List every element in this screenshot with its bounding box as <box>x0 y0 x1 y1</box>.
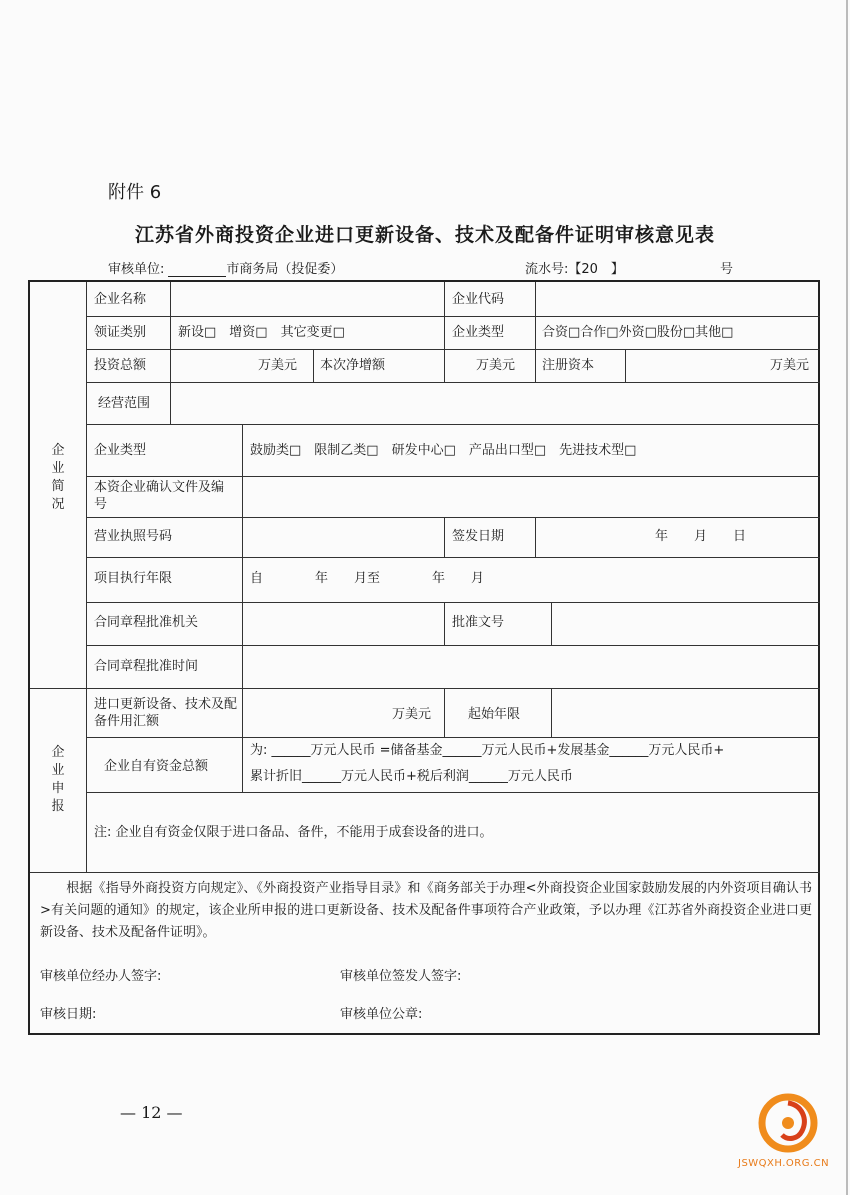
own-funds-line1[interactable]: 为: ______万元人民币 =储备基金______万元人民币+发展基金______万元人民币+ <box>250 743 725 758</box>
serial-label: 流水号:【20 】 <box>525 262 624 277</box>
approval-authority-label: 合同章程批准机关 <box>94 615 199 630</box>
company-name-label: 企业名称 <box>94 292 147 307</box>
page-edge-shadow <box>846 0 848 1195</box>
own-funds-line2[interactable]: 累计折旧______万元人民币+税后利润______万元人民币 <box>250 769 573 784</box>
own-funds-label: 企业自有资金总额 <box>104 759 209 774</box>
approval-time-label: 合同章程批准时间 <box>94 659 199 674</box>
review-seal-label: 审核单位公章: <box>340 1007 423 1022</box>
section-company-declaration: 企 业 申 报 <box>51 745 65 814</box>
enterprise-category-label: 企业类型 <box>94 443 147 458</box>
enterprise-type-label: 企业类型 <box>452 325 505 340</box>
license-number-label: 营业执照号码 <box>94 529 173 544</box>
approval-doc-number-input[interactable] <box>556 606 816 642</box>
registered-capital-unit: 万美元 <box>770 358 810 373</box>
total-investment-unit: 万美元 <box>258 358 298 373</box>
enterprise-category-options[interactable]: 鼓励类□ 限制乙类□ 研发中心□ 产品出口型□ 先进技术型□ <box>250 443 637 458</box>
license-type-label: 领证类别 <box>94 325 147 340</box>
company-code-input[interactable] <box>540 285 816 313</box>
review-unit-blank[interactable] <box>168 263 226 277</box>
page-number: — 12 — <box>120 1103 183 1122</box>
review-unit-label: 审核单位: <box>108 262 165 277</box>
enterprise-type-options[interactable]: 合资□合作□外资□股份□其他□ <box>542 325 734 340</box>
start-year-input[interactable] <box>556 692 816 734</box>
project-period-value[interactable]: 自 年 月至 年 月 <box>250 571 485 586</box>
funds-note: 注: 企业自有资金仅限于进口备品、备件，不能用于成套设备的进口。 <box>94 825 493 840</box>
approval-authority-input[interactable] <box>247 606 440 642</box>
handler-signature-label: 审核单位经办人签字: <box>40 969 162 984</box>
net-increase-label: 本次净增额 <box>320 358 386 373</box>
business-scope-input[interactable] <box>175 386 815 420</box>
approval-time-input[interactable] <box>247 649 815 685</box>
license-type-options[interactable]: 新设□ 增资□ 其它变更□ <box>178 325 345 340</box>
company-name-input[interactable] <box>175 285 441 313</box>
confirm-doc-label: 本资企业确认文件及编号 <box>94 480 225 512</box>
approval-doc-number-label: 批准文号 <box>452 615 505 630</box>
attachment-label: 附件 6 <box>108 182 162 203</box>
issue-date-value[interactable]: 年 月 日 <box>655 529 747 544</box>
issuer-signature-label: 审核单位签发人签字: <box>340 969 462 984</box>
site-watermark: JSWQXH.ORG.CN <box>738 1158 830 1169</box>
page-title: 江苏省外商投资企业进口更新设备、技术及配备件证明审核意见表 <box>134 224 715 246</box>
import-amount-unit: 万美元 <box>392 707 432 722</box>
section-company-profile: 企 业 简 况 <box>51 443 65 512</box>
start-year-label: 起始年限 <box>468 707 521 722</box>
issue-date-label: 签发日期 <box>452 529 505 544</box>
site-logo-icon <box>758 1093 818 1153</box>
total-investment-label: 投资总额 <box>94 358 147 373</box>
registered-capital-label: 注册资本 <box>542 358 595 373</box>
import-amount-label: 进口更新设备、技术及配备件用汇额 <box>94 697 238 729</box>
serial-suffix: 号 <box>720 262 734 277</box>
project-period-label: 项目执行年限 <box>94 571 173 586</box>
review-unit <box>108 258 343 277</box>
application-form <box>28 280 820 1035</box>
confirm-doc-input[interactable] <box>247 480 815 513</box>
net-increase-unit: 万美元 <box>476 358 516 373</box>
business-scope-label: 经营范围 <box>98 396 151 411</box>
license-number-input[interactable] <box>247 521 440 554</box>
review-statement: 根据《指导外商投资方向规定》、《外商投资产业指导目录》和《商务部关于办理<外商投资企业国家鼓励发展的内外资项目确认书>有关问题的通知》的规定，该企业所申报的进口更新设备、技术及配备件事项符合产业政策，予以办理《江苏省外商投资企业进口更新设备、技术及配备件证明》。 <box>40 881 812 940</box>
company-code-label: 企业代码 <box>452 292 505 307</box>
review-date-label: 审核日期: <box>40 1007 97 1022</box>
review-unit-value: 市商务局（投促委） <box>226 262 344 277</box>
